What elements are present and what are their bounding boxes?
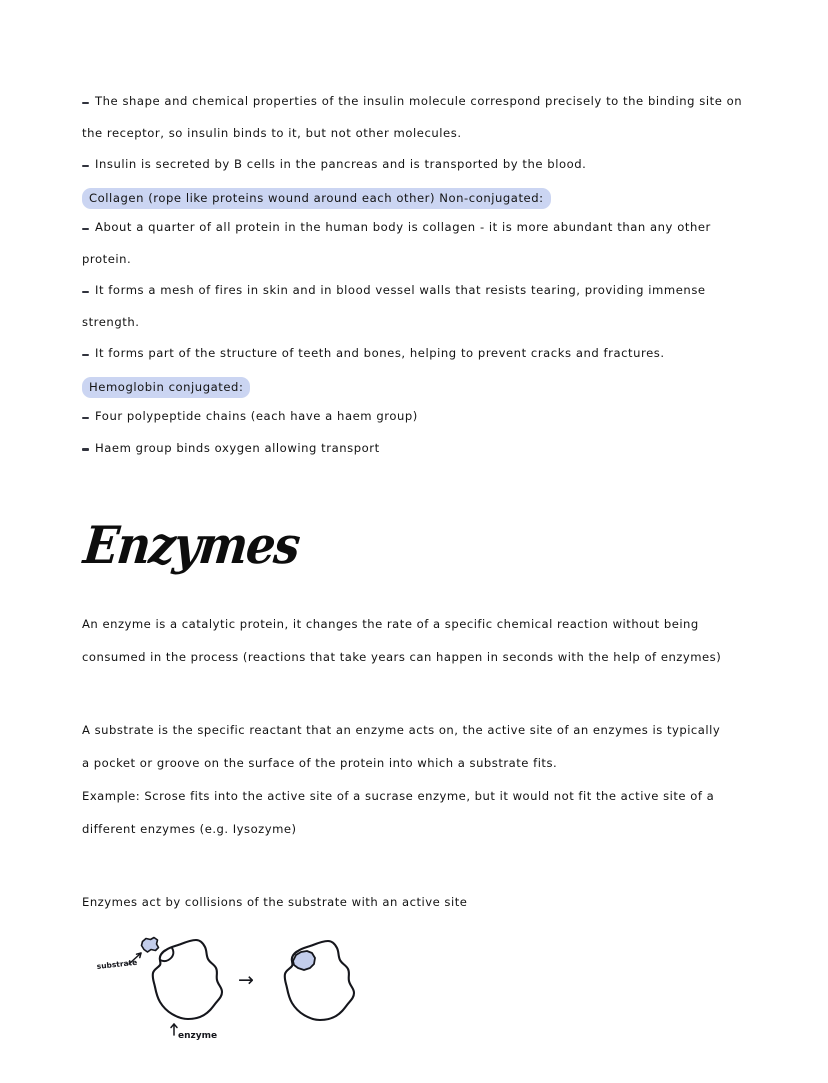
bullet-dash-icon bbox=[82, 213, 92, 231]
collagen-heading-highlight: Collagen (rope like proteins wound around each other) Non-conjugated: bbox=[82, 188, 551, 209]
hemoglobin-heading-row bbox=[82, 370, 754, 402]
substrate-bound-shape bbox=[293, 951, 315, 970]
enzyme-substrate-diagram bbox=[96, 931, 386, 1041]
bullet-text: It forms part of the structure of teeth and bones, helping to prevent cracks and fractures. bbox=[95, 346, 665, 360]
bullet-dash-icon bbox=[82, 150, 92, 168]
enzymes-paragraph-substrate bbox=[82, 714, 754, 846]
paragraph-gap bbox=[82, 846, 754, 886]
bullet-item bbox=[82, 433, 754, 465]
enzymes-paragraph-definition bbox=[82, 608, 754, 674]
bullet-text: Four polypeptide chains (each have a haem group) bbox=[95, 409, 418, 423]
bullet-item bbox=[82, 212, 754, 244]
paragraph-line: a pocket or groove on the surface of the protein into which a substrate fits. bbox=[82, 756, 558, 770]
enzyme-blob-bound-shape bbox=[285, 941, 354, 1020]
paragraph-line: different enzymes (e.g. Iysozyme) bbox=[82, 822, 297, 836]
enzyme-label: enzyme bbox=[178, 1031, 218, 1041]
bullet-dash-icon bbox=[82, 276, 92, 294]
section-collagen bbox=[82, 181, 754, 370]
paragraph-line: Enzymes act by collisions of the substrate with an active site bbox=[82, 895, 468, 909]
bullet-text: Insulin is secreted by B cells in the pancreas and is transported by the blood. bbox=[95, 157, 587, 171]
bullet-dash-icon bbox=[82, 339, 92, 357]
paragraph-line: An enzyme is a catalytic protein, it changes the rate of a specific chemical reaction without being bbox=[82, 617, 699, 631]
bullet-text: Haem group binds oxygen allowing transport bbox=[95, 440, 380, 455]
paragraph-line: consumed in the process (reactions that take years can happen in seconds with the help of enzymes) bbox=[82, 650, 722, 664]
paragraph-line: A substrate is the specific reactant that an enzyme acts on, the active site of an enzymes is typically bbox=[82, 723, 721, 737]
page-title: Enzymes bbox=[80, 514, 302, 576]
bullet-continuation: protein. bbox=[82, 251, 132, 266]
substrate-label: substrate bbox=[96, 957, 138, 971]
bullet-dash-icon bbox=[82, 433, 92, 451]
section-insulin bbox=[82, 86, 754, 181]
substrate-free-shape bbox=[142, 938, 159, 953]
enzymes-title-row bbox=[80, 514, 754, 576]
bullet-dash-icon bbox=[82, 402, 92, 420]
hemoglobin-heading-highlight: Hemoglobin conjugated: bbox=[82, 377, 250, 398]
enzyme-blob-unbound-shape bbox=[153, 940, 222, 1019]
bullet-dash-icon bbox=[82, 87, 92, 105]
transition-arrow-icon: → bbox=[238, 969, 254, 991]
bullet-text: It forms a mesh of fires in skin and in blood vessel walls that resists tearing, providing immense bbox=[95, 283, 706, 297]
bullet-continuation: the receptor, so insulin binds to it, but not other molecules. bbox=[82, 125, 462, 140]
bullet-item bbox=[82, 149, 754, 181]
paragraph-line: Example: Scrose fits into the active site of a sucrase enzyme, but it would not fit the active site of a bbox=[82, 789, 715, 803]
section-gap bbox=[82, 464, 754, 522]
bullet-continuation: strength. bbox=[82, 314, 140, 329]
enzyme-substrate-diagram-svg bbox=[96, 931, 386, 1041]
section-hemoglobin bbox=[82, 370, 754, 465]
bullet-item bbox=[82, 338, 754, 370]
paragraph-gap bbox=[82, 674, 754, 714]
enzymes-paragraph-collisions bbox=[82, 886, 754, 919]
collagen-heading-row bbox=[82, 181, 754, 213]
bullet-item bbox=[82, 275, 754, 307]
bullet-text: About a quarter of all protein in the human body is collagen - it is more abundant than any other bbox=[95, 220, 711, 234]
bullet-text: The shape and chemical properties of the insulin molecule correspond precisely to the binding site on bbox=[95, 94, 743, 108]
bullet-item bbox=[82, 86, 754, 118]
bullet-item bbox=[82, 401, 754, 433]
note-content bbox=[82, 86, 754, 1041]
